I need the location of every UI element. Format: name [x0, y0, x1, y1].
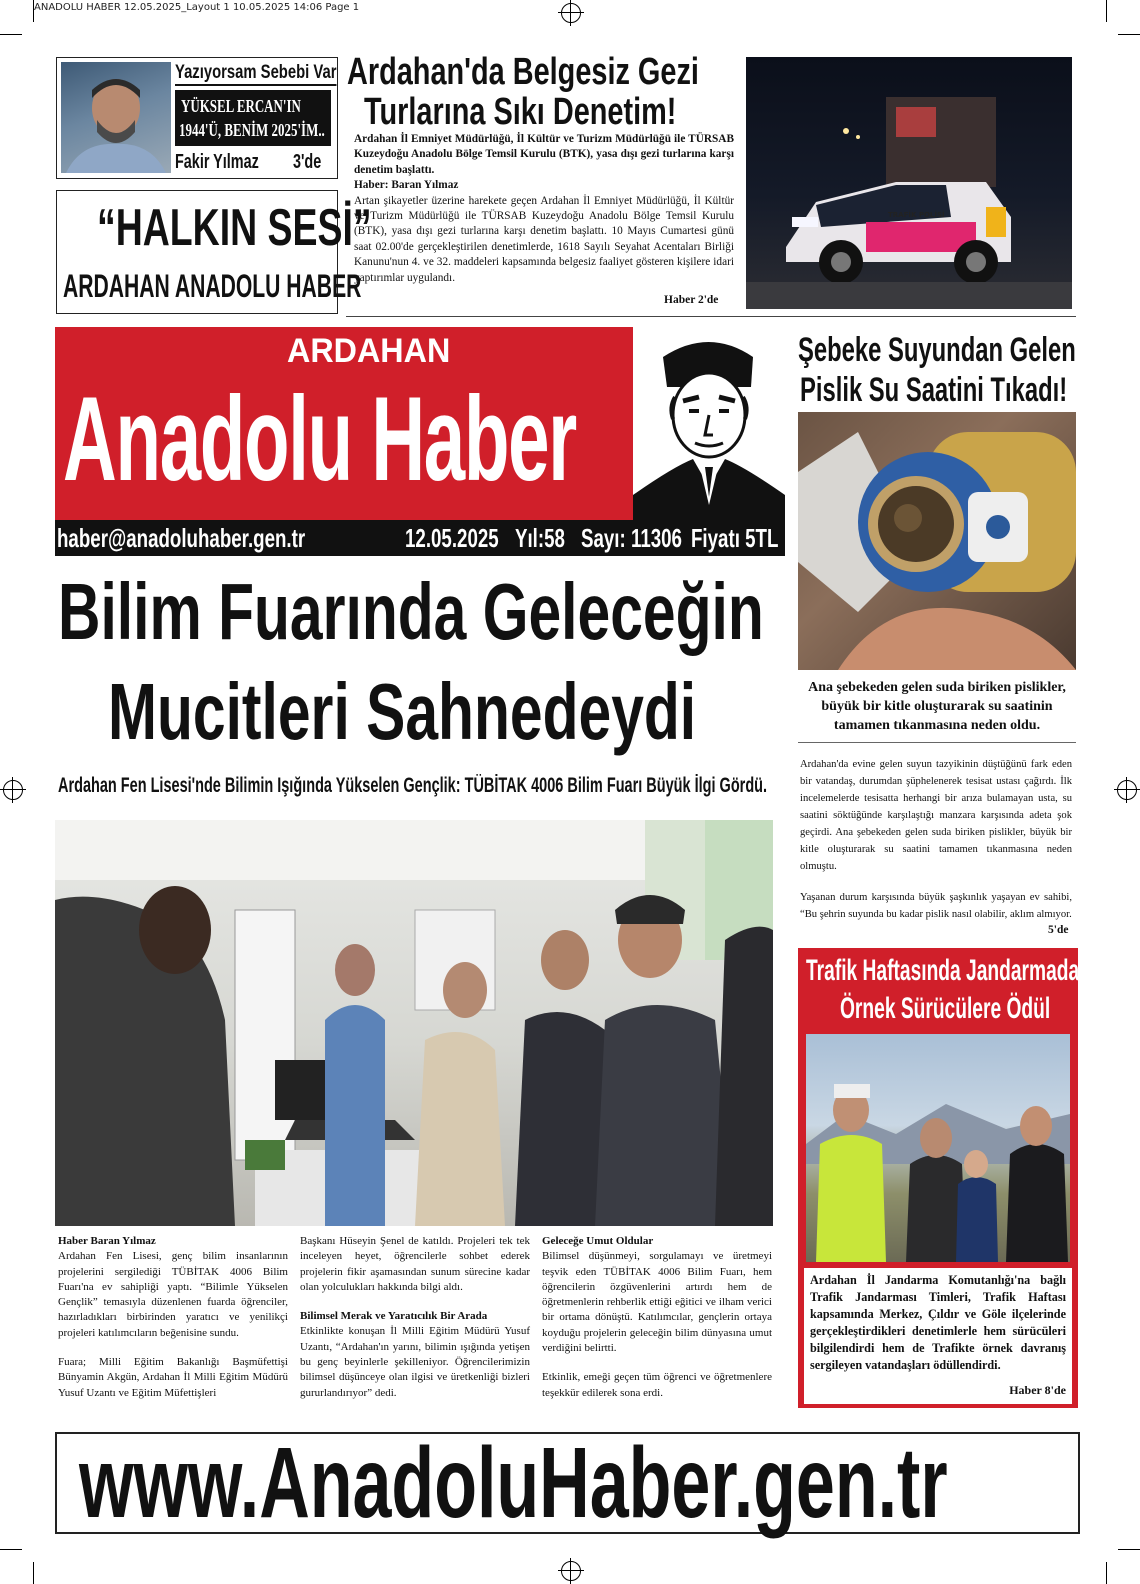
masthead-year: Yıl:58 [515, 523, 565, 553]
police-car-label: TRAFİK POLİSİ [888, 211, 945, 219]
column-headline-1: YÜKSEL ERCAN'IN [181, 96, 301, 116]
main-story-headline-2[interactable]: Mucitleri Sahnedeydi [108, 667, 697, 756]
crop-mark [1118, 34, 1140, 35]
main-story-subheading: Bilimsel Merak ve Yaratıcılık Bir Arada [300, 1310, 488, 1323]
masthead-small-title: ARDAHAN [287, 332, 451, 370]
top-story-photo [746, 57, 1072, 309]
top-story-jump[interactable]: Haber 2'de [664, 294, 719, 306]
column-page-ref: 3'de [293, 151, 322, 173]
main-story-column-3 [542, 1234, 772, 1401]
masthead-issue: Sayı: 11306 [581, 523, 682, 553]
traffic-story-headline-2[interactable]: Örnek Sürücülere Ödül [840, 992, 1051, 1025]
traffic-story-photo [806, 1034, 1070, 1262]
main-story-column-2 [300, 1234, 530, 1401]
masthead-date: 12.05.2025 [405, 523, 499, 553]
water-story-paragraph: Yaşanan durum karşısında büyük şaşkınlık yaşayan ev sahibi, “Bu şehrin suyunda bu kadar pislik nasıl olabilir, aklım almıyor. [800, 892, 1072, 920]
traffic-story-body: Ardahan İl Jandarma Komutanlığı'na bağlı Trafik Jandarması Timleri, Trafik Haftası kapsamında Merkez, Çıldır ve Göle ilçelerinde gerçekleştirdikleri denetimlerle hem sürücüleri bilgilendirdi hem de Trafikte örnek davranış sergileyen vatandaşları ödüllendirdi. [810, 1273, 1066, 1372]
water-story-jump[interactable]: 5'de [1048, 924, 1069, 936]
column-headline-2: 1944'Ü, BENİM 2025'İM.. [179, 120, 325, 140]
column-box[interactable] [56, 57, 338, 179]
top-story-headline-2[interactable]: Turlarına Sıkı Denetim! [364, 91, 677, 133]
main-story-byline: Haber Baran Yılmaz [58, 1235, 156, 1247]
registration-mark-icon [3, 780, 23, 800]
slogan-box [56, 190, 372, 314]
slogan-quote: “HALKIN SESİ” [97, 199, 372, 257]
column-author: Fakir Yılmaz [175, 151, 259, 173]
crop-mark [0, 1549, 22, 1550]
traffic-story-jump[interactable]: Haber 8'de [1009, 1383, 1066, 1397]
water-story-headline-1[interactable]: Şebeke Suyundan Gelen [798, 331, 1076, 369]
masthead-info-bar [55, 520, 785, 556]
crop-mark [1118, 1549, 1140, 1550]
registration-mark-icon [561, 3, 581, 23]
main-story-paragraph: Fuara; Milli Eğitim Bakanlığı Başmüfettişi Bünyamin Akgün, Ardahan İl Milli Eğitim Müdürü Yusuf Uzantı ve Eğitim Müfettişleri [58, 1356, 288, 1399]
crop-mark [1106, 0, 1107, 22]
crop-mark [33, 0, 34, 22]
water-story-caption: Ana şebekeden gelen suda biriken pislikler, büyük bir kitle oluşturarak su saatinin tamamen tıkanmasına neden oldu. [808, 680, 1066, 733]
print-info-bar: ANADOLU HABER 12.05.2025_Layout 1 10.05.2025 14:06 Page 1 [34, 2, 360, 13]
top-story-lead: Ardahan İl Emniyet Müdürlüğü, İl Kültür ve Turizm Müdürlüğü ile TÜRSAB Kuzeydoğu Anadolu Bölge Temsil Kurulu (BTK), yasa dışı gezi turlarına karşı denetim başlattı. [354, 133, 734, 176]
traffic-story-text-panel [804, 1268, 1072, 1404]
main-story-paragraph: Etkinlik, emeği geçen tüm öğrenci ve öğretmenlere teşekkür edilerek sona erdi. [542, 1371, 772, 1399]
ataturk-portrait-icon [633, 327, 785, 527]
caption-divider [798, 742, 1076, 743]
main-story-paragraph: Bilimsel düşünmeyi, sorgulamayı ve üretmeyi teşvik eden TÜBİTAK 4006 Bilim Fuarı, hem öğrencilerin özgüvenlerini artırdı hem de öğretmenlerin rehberlik ettiği eğitici ve ilham verici bir ortama dönüştü. Katılımcılar, gençlerin ortaya koyduğu projelerin geleceğin bilim dünyasına umut verdiğini belirtti. [542, 1250, 772, 1355]
section-divider [346, 316, 1076, 317]
top-story-headline-1[interactable]: Ardahan'da Belgesiz Gezi [347, 51, 699, 93]
traffic-story-box [798, 948, 1091, 1408]
top-story-text [354, 132, 734, 286]
crop-mark [33, 1562, 34, 1584]
crop-mark [0, 34, 22, 35]
footer-url[interactable]: www.AnadoluHaber.gen.tr [79, 1427, 948, 1539]
column-headline-panel [175, 90, 331, 146]
main-story-column-1 [58, 1234, 288, 1401]
registration-mark-icon [1117, 780, 1137, 800]
main-story-headline-1[interactable]: Bilim Fuarında Geleceğin [58, 567, 764, 656]
traffic-story-headline-1[interactable]: Trafik Haftasında Jandarmadan [806, 954, 1091, 987]
columnist-photo [61, 62, 171, 173]
column-title: Yazıyorsam Sebebi Var [175, 62, 336, 86]
water-story-headline-2[interactable]: Pislik Su Saatini Tıkadı! [800, 371, 1068, 409]
water-meter-photo [798, 412, 1076, 670]
water-story-paragraph: Ardahan'da evine gelen suyun tazyikinin düştüğünü fark eden bir vatandaş, durumdan şüphelenerek tesisat ustası çağırdı. İlk incelemelerde tesisatta herhangi bir arıza bulamayan usta, su saatini söktüğünde karşılaştığı manzara karşısında adeta şok geçirdi. Ana şebekeden gelen suda biriken pislikler, büyük bir kitle oluşturarak su saatini tamamen tıkanmasına neden olmuştu. [800, 759, 1072, 872]
main-story-paragraph: Başkanı Hüseyin Şenel de katıldı. Projeleri tek tek inceleyen heyet, öğrencilerle sohbet ederek projelerin fikir aşamasından sunum sürecine kadar olan yolculukları hakkında bilgi aldı. [300, 1235, 530, 1293]
masthead-big-title[interactable]: Anadolu Haber [63, 372, 577, 506]
slogan-name: ARDAHAN ANADOLU HABER [63, 268, 362, 304]
masthead-email[interactable]: haber@anadoluhaber.gen.tr [57, 523, 306, 553]
footer-url-box[interactable] [55, 1427, 1080, 1539]
water-story-body [800, 756, 1072, 923]
main-story-subhead: Ardahan Fen Lisesi'nde Bilimin Işığında Yükselen Gençlik: TÜBİTAK 4006 Bilim Fuarı Büyük İlgi Gördü. [58, 774, 768, 797]
registration-mark-icon [561, 1561, 581, 1581]
main-story-photo [55, 820, 773, 1226]
masthead-banner [55, 327, 785, 527]
main-story-paragraph: Ardahan Fen Lisesi, genç bilim insanlarının projelerini sergilediği TÜBİTAK 4006 Bilim Fuarı'na ev sahipliği yaptı. “Bilimle Yükselen Gençlik” temasıyla düzenlenen fuarda öğrenciler, hazırladıkları birbirinden yaratıcı ve yenilikçi projeleri katılımcıların beğenisine sundu. [58, 1250, 288, 1339]
crop-mark [1106, 1562, 1107, 1584]
main-story-subheading: Geleceğe Umut Oldular [542, 1235, 654, 1247]
masthead-price: Fiyatı 5TL [691, 523, 779, 553]
main-story-paragraph: Etkinlikte konuşan İl Milli Eğitim Müdürü Yusuf Uzantı, “Ardahan'ın yarını, bilimin ışığında yetişen bu genç beyinlerle şekilleniyor. Öğrencilerimizin bilimsel düşünceye olan ilgisi ve üretkenliği bizleri gururlandırıyor” dedi. [300, 1325, 530, 1399]
top-story-byline: Haber: Baran Yılmaz [354, 179, 459, 192]
top-story-body: Artan şikayetler üzerine harekete geçen Ardahan İl Emniyet Müdürlüğü, İl Kültür ve Turizm Müdürlüğü ile TÜRSAB Kuzeydoğu Anadolu Bölge Temsil Kurulu (BTK), yasa dışı gezi turlarına karşı denetim başlattı. 10 Mayıs Cumartesi günü saat 02.00'de gerçekleştirilen denetimlerde, 1618 Sayılı Seyahat Acentaları Birliği Kanunu'nun 4. ve 32. maddeleri kapsamında belgesiz faaliyet gösteren kişilere idari yaptırımlar uygulandı. [354, 194, 734, 284]
